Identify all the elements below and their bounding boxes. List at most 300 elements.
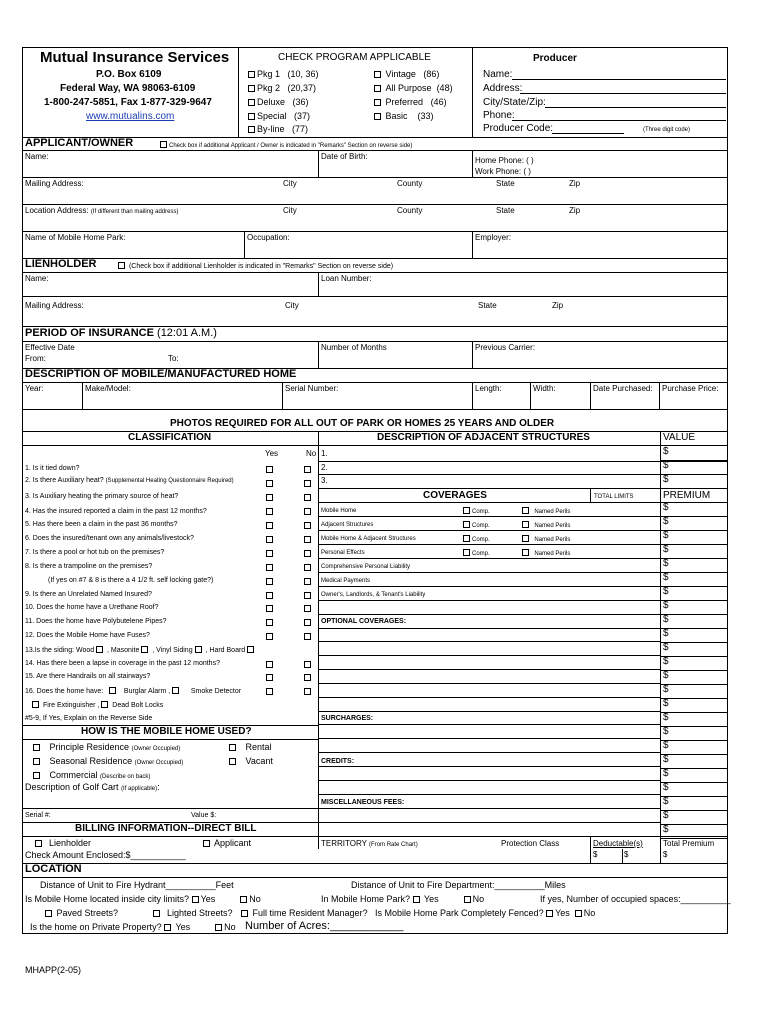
classification-q14: 14. Has there been a lapse in coverage in the past 12 months? [25,660,220,667]
applicant-location-label: Location Address: (If different than mailing address) [25,206,179,215]
q14-no-checkbox[interactable] [304,661,311,668]
divider [590,488,591,502]
coverages-protection: Protection Class [501,839,560,848]
classification-q7: 7. Is there a pool or hot tub on the premises? [25,549,165,556]
coverage-personal-effects: Personal Effects [321,550,365,556]
value-dollar-cell: $ [663,558,669,569]
divider [472,231,473,258]
divider [660,824,728,825]
value-dollar-cell: $ [663,572,669,583]
lienholder-note[interactable]: (Check box if additional Lienholder is indicated in "Remarks" Section on reverse side) [118,262,393,270]
description-title: DESCRIPTION OF MOBILE/MANUFACTURED HOME [25,368,297,380]
coverages-premium: PREMIUM [663,490,711,501]
q9-no-checkbox[interactable] [304,592,311,599]
divider [660,558,728,559]
divider [282,382,283,409]
coverage-comp[interactable]: Comp. [463,507,490,515]
divider [660,530,728,531]
q8-no-checkbox[interactable] [304,564,311,571]
divider [22,296,728,297]
applicant-location-county-label: County [397,206,423,215]
q16-no-checkbox[interactable] [304,688,311,695]
divider [318,738,660,739]
producer-code-note: (Three digit code) [643,127,691,133]
applicant-park-label: Name of Mobile Home Park: [25,233,126,242]
adjacent-row-2: 2. [321,463,328,472]
divider [660,474,728,475]
q3-yes-checkbox[interactable] [266,494,273,501]
adjacent-row-3: 3. [321,476,328,485]
checkbox[interactable] [248,99,255,106]
form-id: MHAPP(2-05) [25,965,82,975]
classification-q13: 13.Is the siding: Wood , Masonite , Vinyl Siding , Hard Board [25,646,256,654]
divider [472,150,473,177]
usage-title: HOW IS THE MOBILE HOME USED? [81,726,252,737]
checkbox[interactable] [141,646,148,653]
divider [660,782,728,783]
checkbox[interactable] [164,924,171,931]
period-from-label: From: [25,354,46,363]
value-dollar-cell: $ [663,796,669,807]
checkbox[interactable] [522,535,529,542]
classification-no-header: No [306,449,317,458]
checkbox[interactable] [45,910,52,917]
divider [22,177,728,178]
photos-required-note: PHOTOS REQUIRED FOR ALL OUT OF PARK OR HOMES 25 YEARS AND OLDER [170,418,555,429]
program-basic[interactable]: Basic (33) [374,112,434,121]
applicant-dob-label: Date of Birth: [321,152,368,161]
producer-csz-line[interactable] [545,107,726,108]
divider [318,628,660,629]
location-title: LOCATION [25,863,82,875]
lienholder-mailing-label: Mailing Address: [25,301,84,310]
q5-yes-checkbox[interactable] [266,522,273,529]
divider [660,740,728,741]
period-months-label: Number of Months [321,343,387,352]
value-dollar-cell: $ [663,670,669,681]
usage-principle[interactable]: Principle Residence (Owner Occupied) [33,743,180,752]
divider [660,656,728,657]
classification-yes-header: Yes [265,449,279,458]
location-occupied: If yes, Number of occupied spaces:__________ [540,894,731,904]
classification-q12: 12. Does the Mobile Home have Fuses? [25,632,150,639]
classification-q16b: Fire Extinguisher , Dead Bolt Locks [32,701,163,709]
value-dollar-cell: $ [663,768,669,779]
q8b-yes-checkbox[interactable] [266,578,273,585]
period-to-label: To: [168,354,179,363]
classification-q8b: (If yes on #7 & 8 is there a 4 1/2 ft. self locking gate?) [48,577,214,584]
producer-phone-line[interactable] [512,120,726,121]
divider [22,382,728,383]
divider [622,849,623,863]
coverage-comp[interactable]: Comp. [463,521,490,529]
program-pkg2[interactable]: Pkg 2 (20,37) [248,84,316,93]
location-paved: Paved Streets? [45,909,118,918]
description-price-label: Purchase Price: [662,384,719,393]
divider [318,752,660,753]
classification-q15: 15. Are there Handrails on all stairways? [25,673,151,680]
value-dollar-cell: $ [663,740,669,751]
lienholder-title: LIENHOLDER [25,258,97,270]
classification-q11: 11. Does the home have Polybutelene Pipes? [25,618,167,625]
coverage-liability: Comprehensive Personal Liability [321,564,411,570]
location-city-limits: Is Mobile Home located inside city limits? Yes No [25,894,261,904]
divider [318,516,660,517]
producer-code-label: Producer Code: [483,123,554,134]
program-special[interactable]: Special (37) [248,112,310,121]
lienholder-loan-label: Loan Number: [321,274,372,283]
checkbox[interactable] [109,687,116,694]
divider [660,431,661,863]
checkbox[interactable] [153,910,160,917]
divider [590,382,591,409]
divider [660,726,728,727]
checkbox[interactable] [192,896,199,903]
divider [318,836,728,837]
q10-no-checkbox[interactable] [304,605,311,612]
checkbox[interactable] [160,141,167,148]
q15-no-checkbox[interactable] [304,674,311,681]
applicant-work-phone-label: Work Phone: ( ) [475,167,531,176]
value-dollar-cell: $ [663,810,669,821]
usage-seasonal[interactable]: Seasonal Residence (Owner Occupied) [33,757,183,766]
divider [472,47,473,137]
coverage-named[interactable]: Named Perils [522,535,570,543]
program-byline[interactable]: By-line (77) [248,125,308,134]
location-hydrant: Distance of Unit to Fire Hydrant__________Feet [40,880,234,890]
period-title: PERIOD OF INSURANCE (12:01 A.M.) [25,327,217,339]
checkbox[interactable] [203,840,210,847]
divider [660,516,728,517]
q6-yes-checkbox[interactable] [266,536,273,543]
checkbox[interactable] [241,910,248,917]
checkbox[interactable] [35,840,42,847]
lienholder-name-label: Name: [25,274,49,283]
coverage-adjacent: Adjacent Structures [321,522,374,528]
q2-yes-checkbox[interactable] [266,480,273,487]
divider [660,642,728,643]
applicant-home-phone-label: Home Phone: ( ) [475,156,534,165]
divider [660,628,728,629]
applicant-occupation-label: Occupation: [247,233,290,242]
total-premium-dollar: $ [663,850,668,859]
checkbox[interactable] [248,71,255,78]
coverage-named[interactable]: Named Perils [522,507,570,515]
company-city: Federal Way, WA 98063-6109 [60,83,196,94]
checkbox[interactable] [240,896,247,903]
applicant-state-label: State [496,179,515,188]
q11-yes-checkbox[interactable] [266,619,273,626]
classification-q3: 3. Is Auxiliary heating the primary source of heat? [25,493,179,500]
applicant-name-label: Name: [25,152,49,161]
checkbox[interactable] [522,521,529,528]
divider [660,614,728,615]
divider [22,204,728,205]
divider [22,258,728,259]
producer-name-label: Name: [483,69,513,80]
lienholder-zip-label: Zip [552,301,564,310]
divider [318,558,660,559]
divider [660,572,728,573]
divider [660,698,728,699]
value-dollar-cell: $ [663,642,669,653]
classification-q16: 16. Does the home have: Burglar Alarm , Smoke Detector [25,688,242,695]
q1-yes-checkbox[interactable] [266,466,273,473]
checkbox[interactable] [229,758,236,765]
lienholder-state-label: State [478,301,497,310]
producer-code-line[interactable] [552,133,624,134]
classification-title: CLASSIFICATION [128,432,212,443]
coverage-mobile-adjacent: Mobile Home & Adjacent Structures [321,536,416,542]
divider [318,641,660,642]
divider [318,808,660,809]
divider [318,724,660,725]
program-vintage[interactable]: Vintage (86) [374,70,439,79]
divider [660,712,728,713]
q7-yes-checkbox[interactable] [266,550,273,557]
q14-yes-checkbox[interactable] [266,661,273,668]
divider [22,445,728,446]
checkbox[interactable] [374,99,381,106]
divider [318,431,319,849]
coverages-surcharges: SURCHARGES: [321,715,374,722]
checkbox[interactable] [172,687,179,694]
adjacent-value-title: VALUE [663,432,696,443]
program-pkg1[interactable]: Pkg 1 (10, 36) [248,70,319,79]
checkbox[interactable] [546,910,553,917]
divider [22,231,728,232]
q4-yes-checkbox[interactable] [266,508,273,515]
applicant-employer-label: Employer: [475,233,512,242]
billing-check-amount: Check Amount Enclosed:$___________ [25,850,186,860]
applicant-zip-label: Zip [569,179,581,188]
program-deluxe[interactable]: Deluxe (36) [248,98,309,107]
divider [530,382,531,409]
divider [659,382,660,409]
divider [660,796,728,797]
coverage-named[interactable]: Named Perils [522,521,570,529]
divider [318,614,660,615]
producer-title: Producer [533,53,577,64]
divider [318,544,660,545]
divider [318,766,660,767]
checkbox[interactable] [463,535,470,542]
divider [318,697,660,698]
classification-q1: 1. Is it tied down? [25,465,80,472]
checkbox[interactable] [464,896,471,903]
deductable-dollar-2: $ [624,850,629,859]
q11-no-checkbox[interactable] [304,619,311,626]
divider [318,780,660,781]
location-fire-dept: Distance of Unit to Fire Department:__________Miles [351,880,566,890]
checkbox[interactable] [413,896,420,903]
checkbox[interactable] [96,646,103,653]
coverages-optional: OPTIONAL COVERAGES: [321,618,407,625]
checkbox[interactable] [118,262,125,269]
adjacent-row-1: 1. [321,449,328,458]
q1-no-checkbox[interactable] [304,466,311,473]
location-acres: Number of Acres:____________ [245,920,404,932]
classification-q9: 9. Is there an Unrelated Named Insured? [25,591,152,598]
billing-lienholder[interactable]: Lienholder [35,839,91,848]
checkbox[interactable] [248,85,255,92]
adjacent-title: DESCRIPTION OF ADJACENT STRUCTURES [377,432,590,443]
value-dollar-cell: $ [663,516,669,527]
divider [22,150,728,151]
billing-applicant[interactable]: Applicant [203,839,251,848]
divider [22,341,728,342]
divider [590,836,591,863]
q12-no-checkbox[interactable] [304,633,311,640]
description-make-label: Make/Model: [85,384,131,393]
divider [244,231,245,258]
coverage-named[interactable]: Named Perils [522,549,570,557]
divider [660,684,728,685]
coverages-deductable: Deductable(s) [593,839,643,848]
q3-no-checkbox[interactable] [304,494,311,501]
usage-rental[interactable]: Rental [229,743,272,752]
q5-no-checkbox[interactable] [304,522,311,529]
value-dollar-cell: $ [663,474,669,485]
checkbox[interactable] [374,85,381,92]
divider [660,754,728,755]
coverages-credits: CREDITS: [321,758,355,765]
divider [318,683,660,684]
checkbox[interactable] [248,113,255,120]
divider [660,460,728,461]
usage-vacant[interactable]: Vacant [229,757,273,766]
coverages-title: COVERAGES [423,490,487,501]
q2-no-checkbox[interactable] [304,480,311,487]
q8-yes-checkbox[interactable] [266,564,273,571]
period-carrier-label: Previous Carrier: [475,343,536,352]
billing-title: BILLING INFORMATION--DIRECT BILL [75,823,257,834]
q15-yes-checkbox[interactable] [266,674,273,681]
q9-yes-checkbox[interactable] [266,592,273,599]
coverages-misc: MISCELLANEOUS FEES: [321,799,405,806]
q16-yes-checkbox[interactable] [266,688,273,695]
value-dollar-cell: $ [663,698,669,709]
program-preferred[interactable]: Preferred (46) [374,98,447,107]
divider [660,544,728,545]
value-dollar-cell: $ [663,628,669,639]
checkbox[interactable] [195,646,202,653]
checkbox[interactable] [33,744,40,751]
usage-serial-label: Serial #: [25,812,51,819]
checkbox[interactable] [575,910,582,917]
company-website-link[interactable]: www.mutualins.com [86,111,175,122]
coverage-comp[interactable]: Comp. [463,549,490,557]
divider [22,863,728,864]
usage-commercial[interactable]: Commercial (Describe on back) [33,771,150,780]
value-dollar-cell: $ [663,502,669,513]
checkbox[interactable] [522,507,529,514]
value-dollar-cell: $ [663,684,669,695]
value-dollar-cell: $ [663,544,669,555]
checkbox[interactable] [463,549,470,556]
divider [660,768,728,769]
value-dollar-cell: $ [663,656,669,667]
divider [22,836,318,837]
checkbox[interactable] [463,521,470,528]
description-year-label: Year: [25,384,44,393]
classification-q2: 2. Is there Auxiliary heat? (Supplemental Heating Questionnaire Required) [25,477,234,484]
producer-name-line[interactable] [512,79,726,80]
divider [238,47,239,137]
checkbox[interactable] [229,744,236,751]
value-dollar-cell: $ [663,614,669,625]
divider [318,669,660,670]
deductable-dollar-1: $ [593,850,598,859]
q6-no-checkbox[interactable] [304,536,311,543]
location-lighted: Lighted Streets? [153,909,233,918]
checkbox[interactable] [33,772,40,779]
q12-yes-checkbox[interactable] [266,633,273,640]
checkbox[interactable] [463,507,470,514]
classification-q4: 4. Has the insured reported a claim in the past 12 months? [25,508,207,515]
divider [318,655,660,656]
classification-q5: 5. Has there been a claim in the past 36 months? [25,521,178,528]
value-dollar-cell: $ [663,754,669,765]
program-all-purpose[interactable]: All Purpose (48) [374,84,453,93]
company-po-box: P.O. Box 6109 [96,69,162,80]
divider [318,572,660,573]
divider [660,586,728,587]
q7-no-checkbox[interactable] [304,550,311,557]
divider [318,530,660,531]
q10-yes-checkbox[interactable] [266,605,273,612]
checkbox[interactable] [101,701,108,708]
location-fenced: Is Mobile Home Park Completely Fenced? Yes No [375,908,596,918]
company-name: Mutual Insurance Services [40,49,230,66]
divider [22,409,728,410]
divider [660,488,728,489]
applicant-county-label: County [397,179,423,188]
applicant-location-state-label: State [496,206,515,215]
value-dollar-cell: $ [663,600,669,611]
coverages-territory: TERRITORY (From Rate Chart) [321,839,418,848]
divider [22,877,728,878]
coverage-medical: Medical Payments [321,578,371,584]
description-width-label: Width: [533,384,556,393]
checkbox[interactable] [32,701,39,708]
divider [22,808,318,809]
checkbox[interactable] [33,758,40,765]
checkbox[interactable] [522,549,529,556]
producer-address-line[interactable] [520,93,726,94]
checkbox[interactable] [247,646,254,653]
value-dollar-cell: $ [663,586,669,597]
divider [22,272,728,273]
location-private: Is the home on Private Property? Yes No [30,922,236,932]
divider [660,838,728,839]
producer-address-label: Address: [483,83,523,94]
program-title: CHECK PROGRAM APPLICABLE [278,52,431,63]
checkbox[interactable] [248,126,255,133]
q8b-no-checkbox[interactable] [304,578,311,585]
applicant-city-label: City [283,179,297,188]
divider [318,711,660,712]
checkbox[interactable] [374,113,381,120]
coverage-comp[interactable]: Comp. [463,535,490,543]
checkbox[interactable] [374,71,381,78]
checkbox[interactable] [215,924,222,931]
divider [318,272,319,296]
q4-no-checkbox[interactable] [304,508,311,515]
applicant-note[interactable]: Check box if additional Applicant / Owner is indicated in "Remarks" Section on reverse side) [160,141,412,149]
coverages-total-limits: TOTAL LIMITS [594,494,634,500]
divider [318,600,660,601]
